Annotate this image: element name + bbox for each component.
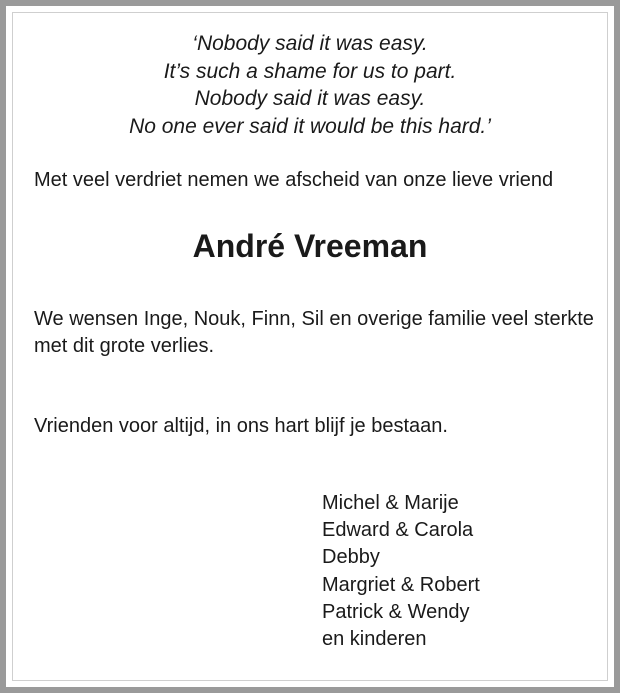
wishes-text: We wensen Inge, Nouk, Finn, Sil en overige familie veel sterkte met dit grote verlies. [34, 308, 594, 357]
quote-line: No one ever said it would be this hard.’ [129, 114, 491, 138]
quote-line: Nobody said it was easy. [194, 87, 426, 110]
intro-text: Met veel verdriet nemen we afscheid van onze lieve vriend [34, 169, 554, 191]
quote-line: It’s such a shame for us to part. [163, 59, 457, 83]
signer-name: Michel & Marije [322, 492, 459, 514]
signers-list [322, 490, 480, 653]
deceased-name: André Vreeman [192, 228, 428, 264]
signer-name: en kinderen [322, 628, 427, 651]
signer-name: Debby [322, 546, 380, 569]
closing-text: Vrienden voor altijd, in ons hart blijf je bestaan. [34, 415, 448, 437]
signer-name: Patrick & Wendy [322, 600, 470, 623]
quote-block [0, 30, 620, 140]
quote-line: ‘Nobody said it was easy. [192, 32, 428, 55]
signer-name: Edward & Carola [322, 519, 474, 542]
signer-name: Margriet & Robert [322, 573, 480, 596]
